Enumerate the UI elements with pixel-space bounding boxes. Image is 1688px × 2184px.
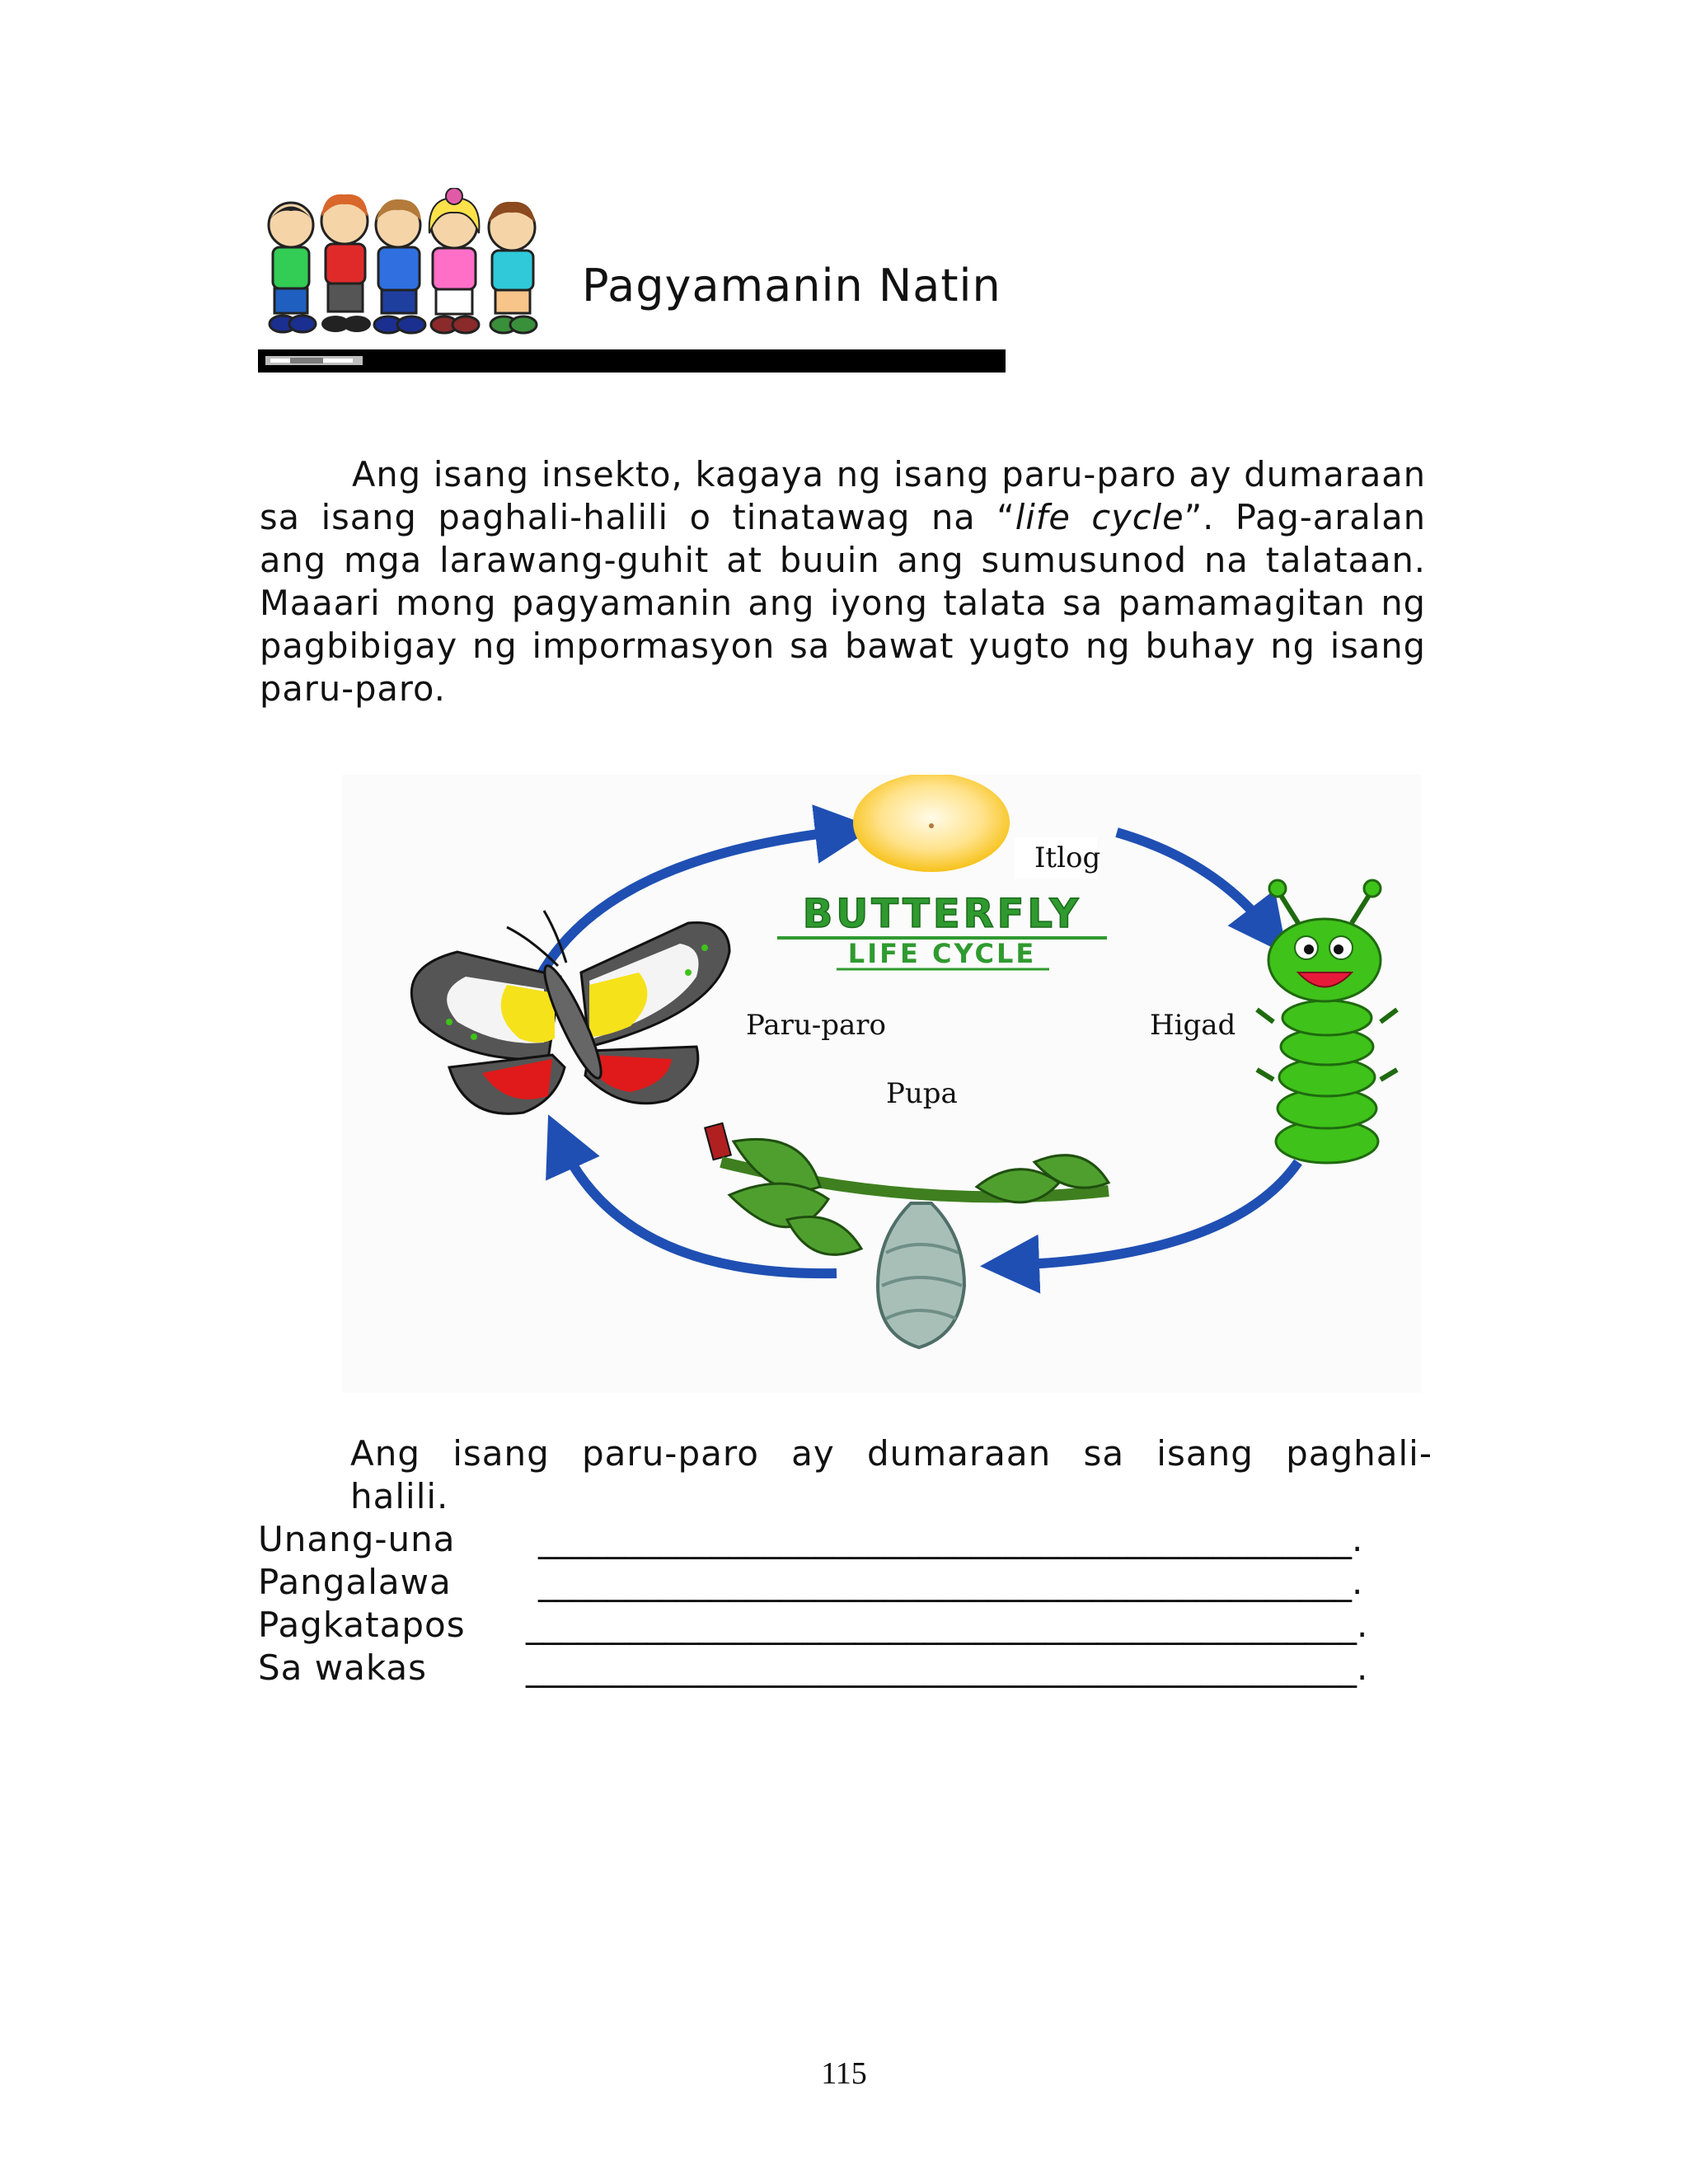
stage-label-caterpillar: Higad [1150,1009,1236,1042]
stage-label-egg: Itlog [1034,841,1101,874]
intro-text-end: ”. Pag-aralan ang mga larawang-guhit at buuin ang sumusunod na talataan. Maaari mong pagyamanin ang iyong talata sa pamamagitan ng pagbibigay ng impormasyon sa bawat yugto ng buhay ng isang paru-paro. [260,497,1426,709]
exercise-lead: Ang isang paru-paro ay dumaraan sa isang paghali-halili. [350,1433,1432,1516]
section-title: Pagyamanin Natin [582,260,1001,312]
answer-blank: ________________________________________________. [526,1605,1368,1645]
answer-blank: ________________________________________________. [526,1647,1368,1688]
exercise-label: Unang-una [258,1519,456,1559]
fill-in-exercise [258,1432,1432,1690]
children-illustration [258,188,548,341]
answer-blank: _______________________________________________. [538,1519,1363,1559]
diagram-title-line2: LIFE CYCLE [847,938,1037,969]
stage-label-pupa: Pupa [886,1077,958,1110]
exercise-row [258,1561,1432,1604]
header-rule [258,349,1006,373]
intro-text-start: Ang isang insekto, kagaya ng isang paru-paro ay dumaraan sa isang paghali-halili o tinatawag na “ [260,454,1426,537]
exercise-label: Sa wakas [258,1647,428,1688]
exercise-row [258,1647,1432,1690]
exercise-label: Pagkatapos [258,1605,466,1645]
intro-italic-term: life cycle [1015,497,1184,537]
exercise-row [258,1518,1432,1561]
egg-illustration [853,775,1010,872]
intro-paragraph [260,453,1426,710]
exercise-label: Pangalawa [258,1562,452,1602]
exercise-row [258,1604,1432,1647]
header-rule-decoration [265,356,363,365]
stage-label-butterfly: Paru-paro [746,1009,887,1042]
answer-blank: _______________________________________________. [538,1562,1363,1602]
diagram-title-line1: BUTTERFLY [802,891,1082,937]
page-number: 115 [821,2056,867,2091]
butterfly-life-cycle-diagram [342,775,1422,1393]
